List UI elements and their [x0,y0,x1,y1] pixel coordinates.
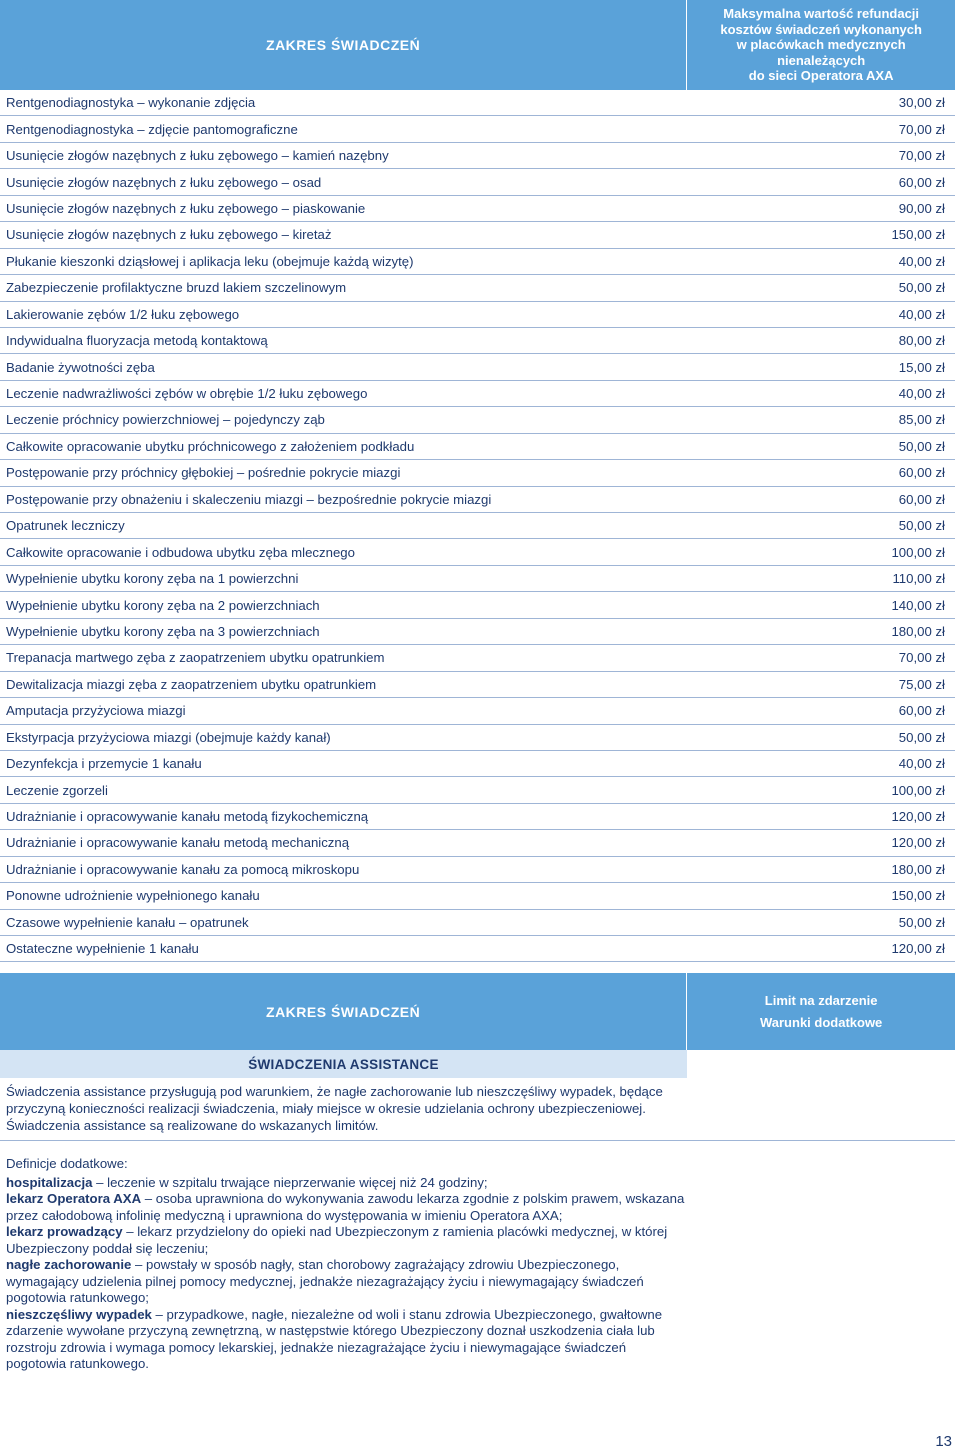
service-name: Płukanie kieszonki dziąsłowej i aplikacja leku (obejmuje każdą wizytę) [6,253,414,269]
service-name: Usunięcie złogów nazębnych z łuku zębowego – kiretaż [6,227,332,243]
limit-header-line: Limit na zdarzenie [764,992,878,1008]
definitions-list [6,1175,686,1373]
refund-value: 40,00 zł [898,756,945,772]
table-row [0,169,955,195]
service-name: Amputacja przyżyciowa miazgi [6,703,186,719]
table1-header-scope: ZAKRES ŚWIADCZEŃ [0,0,686,90]
table-row [0,857,955,883]
table2-header [0,973,955,1050]
table-row [0,328,955,354]
table-row [0,487,955,513]
service-name: Wypełnienie ubytku korony zęba na 3 powierzchniach [6,623,320,639]
refund-value: 50,00 zł [898,914,945,930]
refund-value: 50,00 zł [898,729,945,745]
refund-value: 70,00 zł [898,650,945,666]
table-row [0,936,955,962]
table-row [0,381,955,407]
definition-term: lekarz prowadzący [6,1224,123,1239]
table1-header-refund [687,0,955,90]
conditions-header-line: Warunki dodatkowe [759,1014,883,1030]
service-name: Wypełnienie ubytku korony zęba na 2 powierzchniach [6,597,320,613]
refund-value: 140,00 zł [891,597,945,613]
service-name: Rentgenodiagnostyka – wykonanie zdjęcia [6,95,256,111]
refund-value: 40,00 zł [898,306,945,322]
table1-header [0,0,955,90]
refund-value: 75,00 zł [898,676,945,692]
service-name: Udrażnianie i opracowywanie kanału metodą mechaniczną [6,835,350,851]
definition-text: – lekarz przydzielony do opieki nad Ubezpieczonym z ramienia placówki medycznej, w której Ubezpieczony poddał się leczeniu; [6,1224,668,1256]
definition-term: nieszczęśliwy wypadek [6,1306,152,1322]
refund-value: 50,00 zł [898,518,945,534]
service-name: Usunięcie złogów nazębnych z łuku zębowego – kamień nazębny [6,148,389,164]
service-name: Czasowe wypełnienie kanału – opatrunek [6,914,249,930]
definition-item [6,1257,686,1307]
service-name: Wypełnienie ubytku korony zęba na 1 powierzchni [6,571,299,587]
table-row [0,196,955,222]
table-row [0,249,955,275]
definition-term: lekarz Operatora AXA [6,1191,142,1206]
definition-item [6,1191,686,1224]
divider [0,1140,955,1141]
service-name: Leczenie próchnicy powierzchniowej – pojedynczy ząb [6,412,325,428]
refund-value: 40,00 zł [898,386,945,402]
assistance-description: Świadczenia assistance przysługują pod warunkiem, że nagłe zachorowanie lub nieszczęśliwy wypadek, będące przyczyną konieczności realizacji świadczenia, miały miejsce w okresie udzielania ochrony ubezpieczeniowej. Świadczenia assistance są realizowane do wskazanych limitów. [6,1084,663,1133]
refund-value: 70,00 zł [898,148,945,164]
refund-value: 40,00 zł [898,253,945,269]
service-name: Leczenie nadwrażliwości zębów w obrębie 1/2 łuku zębowego [6,386,368,402]
table-row [0,698,955,724]
definitions-intro: Definicje dodatkowe: [6,1156,128,1171]
refund-value: 110,00 zł [892,571,945,587]
refund-value: 15,00 zł [898,359,945,375]
table-row [0,354,955,380]
table-row [0,566,955,592]
definition-term: hospitalizacja [6,1174,93,1190]
service-name: Ponowne udrożnienie wypełnionego kanału [6,888,260,904]
refund-header-line: nienależących [777,52,866,68]
refund-value: 60,00 zł [898,465,945,481]
refund-value: 30,00 zł [898,95,945,111]
refund-value: 60,00 zł [898,491,945,507]
table-row [0,619,955,645]
definition-term: nagłe zachorowanie [6,1257,132,1272]
definition-item [6,1224,686,1257]
refund-header-line: do sieci Operatora AXA [748,68,894,84]
service-name: Rentgenodiagnostyka – zdjęcie pantomograficzne [6,121,298,137]
definitions-block [6,1156,686,1373]
table-row [0,302,955,328]
table-row [0,777,955,803]
service-name: Dezynfekcja i przemycie 1 kanału [6,756,202,772]
definition-text: – leczenie w szpitalu trwające nieprzerwanie więcej niż 24 godziny; [92,1174,488,1190]
service-name: Lakierowanie zębów 1/2 łuku zębowego [6,306,240,322]
table2-header-scope: ZAKRES ŚWIADCZEŃ [0,973,686,1050]
table1-body [0,90,955,962]
definition-text: – powstały w sposób nagły, stan chorobowy zagrażający zdrowiu Ubezpieczonego, wymagający udzielenia pilnej pomocy medycznej, jednakże niezagrażający życiu i niewymagający świadczeń pogotowia ratunkowego; [6,1257,644,1305]
service-name: Całkowite opracowanie ubytku próchnicowego z założeniem podkładu [6,438,415,454]
service-name: Ekstyrpacja przyżyciowa miazgi (obejmuje każdy kanał) [6,729,331,745]
table-row [0,222,955,248]
refund-value: 60,00 zł [898,174,945,190]
table-row [0,672,955,698]
refund-value: 100,00 zł [891,544,945,560]
table-row [0,90,955,116]
refund-value: 80,00 zł [898,333,945,349]
refund-header-line: w placówkach medycznych [736,37,906,53]
table-row [0,910,955,936]
refund-value: 180,00 zł [891,861,945,877]
table-row [0,275,955,301]
refund-value: 120,00 zł [891,941,945,957]
refund-value: 50,00 zł [898,280,945,296]
refund-value: 150,00 zł [891,888,945,904]
table-row [0,539,955,565]
service-name: Zabezpieczenie profilaktyczne bruzd lakiem szczelinowym [6,280,347,296]
table-row [0,513,955,539]
service-name: Usunięcie złogów nazębnych z łuku zębowego – piaskowanie [6,200,366,216]
table-row [0,407,955,433]
service-name: Dewitalizacja miazgi zęba z zaopatrzeniem ubytku opatrunkiem [6,676,377,692]
refund-value: 180,00 zł [891,623,945,639]
service-name: Usunięcie złogów nazębnych z łuku zębowego – osad [6,174,322,190]
table-row [0,460,955,486]
service-name: Postępowanie przy obnażeniu i skaleczeniu miazgi – bezpośrednie pokrycie miazgi [6,491,492,507]
table-row [0,751,955,777]
service-name: Udrażnianie i opracowywanie kanału za pomocą mikroskopu [6,861,360,877]
service-name: Leczenie zgorzeli [6,782,108,798]
refund-value: 60,00 zł [898,703,945,719]
refund-value: 150,00 zł [891,227,945,243]
refund-value: 85,00 zł [898,412,945,428]
table-row [0,434,955,460]
refund-value: 50,00 zł [898,438,945,454]
refund-header-line: Maksymalna wartość refundacji [723,6,920,22]
table2-header-limit [687,973,955,1050]
table-row [0,592,955,618]
service-name: Opatrunek leczniczy [6,518,125,534]
service-name: Udrażnianie i opracowywanie kanału metodą fizykochemiczną [6,809,369,825]
definition-text: – osoba uprawniona do wykonywania zawodu lekarza zgodnie z polskim prawem, wskazana przez całodobową infolinię medyczną i uprawniona do występowania w imieniu Operatora AXA; [6,1191,685,1223]
definition-item [6,1175,686,1192]
definition-text: – przypadkowe, nagłe, niezależne od woli i stanu zdrowia Ubezpieczonego, gwałtowne zdarzenie wywołane przyczyną zewnętrzną, w następstwie którego Ubezpieczony doznał uszkodzenia ciała lub rozstroju zdrowia i wymaga pomocy lekarskiej, jednakże niezagrażające życiu i niewymagające świadczeń pogotowia ratunkowego. [6,1306,663,1371]
table-row [0,143,955,169]
table-row [0,830,955,856]
service-name: Indywidualna fluoryzacja metodą kontaktową [6,333,268,349]
table-row [0,804,955,830]
refund-value: 100,00 zł [891,782,945,798]
service-name: Badanie żywotności zęba [6,359,155,375]
refund-header-line: kosztów świadczeń wykonanych [720,21,922,37]
table-row [0,116,955,142]
service-name: Trepanacja martwego zęba z zaopatrzeniem ubytku opatrunkiem [6,650,385,666]
service-name: Ostateczne wypełnienie 1 kanału [6,941,199,957]
definition-item [6,1307,686,1373]
refund-value: 120,00 zł [891,809,945,825]
table-row [0,725,955,751]
table-row [0,645,955,671]
assistance-section-title: ŚWIADCZENIA ASSISTANCE [0,1050,687,1078]
refund-value: 70,00 zł [898,121,945,137]
refund-value: 120,00 zł [891,835,945,851]
page-number: 13 [935,1433,952,1450]
refund-value: 90,00 zł [898,200,945,216]
service-name: Postępowanie przy próchnicy głębokiej – pośrednie pokrycie miazgi [6,465,401,481]
service-name: Całkowite opracowanie i odbudowa ubytku zęba mlecznego [6,544,355,560]
table-row [0,883,955,909]
